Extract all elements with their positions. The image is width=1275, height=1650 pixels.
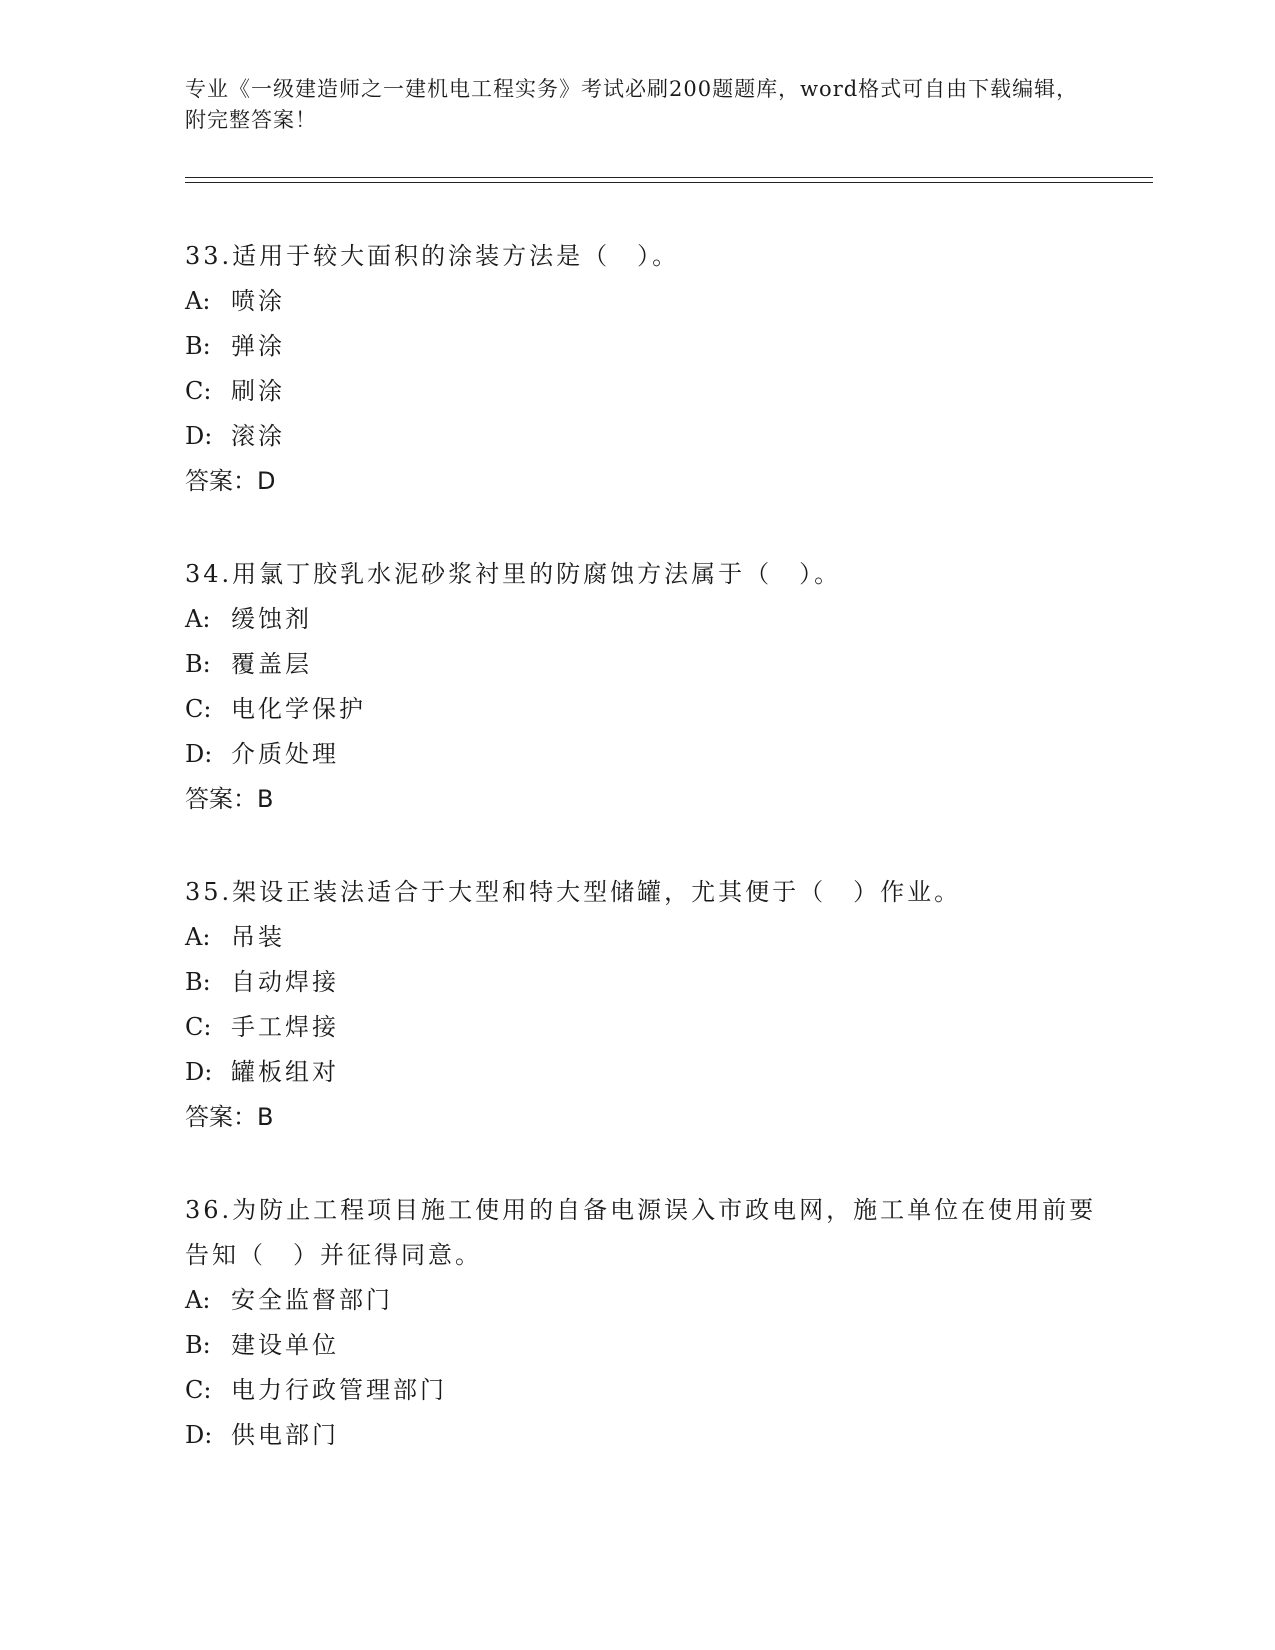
- question-35: [185, 870, 1105, 1140]
- option-b: [185, 1323, 1105, 1368]
- option-key: C:: [185, 1376, 212, 1404]
- option-key: B:: [185, 968, 211, 996]
- option-d: [185, 1413, 1105, 1458]
- option-key: D:: [185, 1421, 213, 1449]
- option-a: [185, 279, 1105, 324]
- option-text: 缓蚀剂: [231, 605, 312, 633]
- question-stem: 36.为防止工程项目施工使用的自备电源误入市政电网，施工单位在使用前要告知（ ）并征得同意。: [185, 1196, 1097, 1269]
- option-b: [185, 324, 1105, 369]
- option-key: A:: [185, 1286, 211, 1314]
- option-text: 安全监督部门: [231, 1286, 393, 1314]
- question-stem: 35.架设正装法适合于大型和特大型储罐，尤其便于（ ）作业。: [185, 878, 962, 906]
- option-d: [185, 414, 1105, 459]
- option-c: [185, 1368, 1105, 1413]
- option-key: A:: [185, 923, 211, 951]
- option-key: C:: [185, 377, 212, 405]
- option-key: B:: [185, 1331, 211, 1359]
- question-36: [185, 1188, 1105, 1458]
- option-text: 罐板组对: [231, 1058, 339, 1086]
- option-key: D:: [185, 740, 213, 768]
- header-divider-bottom: [185, 182, 1153, 183]
- option-text: 建设单位: [231, 1331, 339, 1359]
- option-text: 供电部门: [231, 1421, 339, 1449]
- option-text: 喷涂: [231, 287, 285, 315]
- question-34: [185, 552, 1105, 822]
- question-33: [185, 234, 1105, 504]
- option-a: [185, 1278, 1105, 1323]
- option-a: [185, 597, 1105, 642]
- option-key: D:: [185, 1058, 213, 1086]
- answer-line: 答案：B: [185, 785, 274, 813]
- question-stem: 34.用氯丁胶乳水泥砂浆衬里的防腐蚀方法属于（ ）。: [185, 560, 842, 588]
- option-key: A:: [185, 605, 211, 633]
- option-d: [185, 732, 1105, 777]
- option-key: C:: [185, 695, 212, 723]
- option-key: A:: [185, 287, 211, 315]
- option-d: [185, 1050, 1105, 1095]
- option-key: B:: [185, 332, 211, 360]
- option-b: [185, 960, 1105, 1005]
- option-text: 吊装: [231, 923, 285, 951]
- option-b: [185, 642, 1105, 687]
- option-text: 电力行政管理部门: [231, 1376, 447, 1404]
- option-c: [185, 687, 1105, 732]
- question-stem: 33.适用于较大面积的涂装方法是（ ）。: [185, 242, 680, 270]
- option-key: D:: [185, 422, 213, 450]
- option-c: [185, 1005, 1105, 1050]
- option-key: C:: [185, 1013, 212, 1041]
- document-header: 专业《一级建造师之一建机电工程实务》考试必刷200题题库，word格式可自由下载编辑，附完整答案！: [185, 77, 1079, 132]
- option-key: B:: [185, 650, 211, 678]
- option-text: 覆盖层: [231, 650, 312, 678]
- answer-line: 答案：B: [185, 1103, 274, 1131]
- option-text: 自动焊接: [231, 968, 339, 996]
- header-divider-top: [185, 177, 1153, 178]
- option-text: 弹涂: [231, 332, 285, 360]
- option-a: [185, 915, 1105, 960]
- option-text: 电化学保护: [231, 695, 366, 723]
- option-text: 滚涂: [231, 422, 285, 450]
- option-text: 介质处理: [231, 740, 339, 768]
- answer-line: 答案：D: [185, 467, 276, 495]
- option-text: 手工焊接: [231, 1013, 339, 1041]
- option-c: [185, 369, 1105, 414]
- option-text: 刷涂: [231, 377, 285, 405]
